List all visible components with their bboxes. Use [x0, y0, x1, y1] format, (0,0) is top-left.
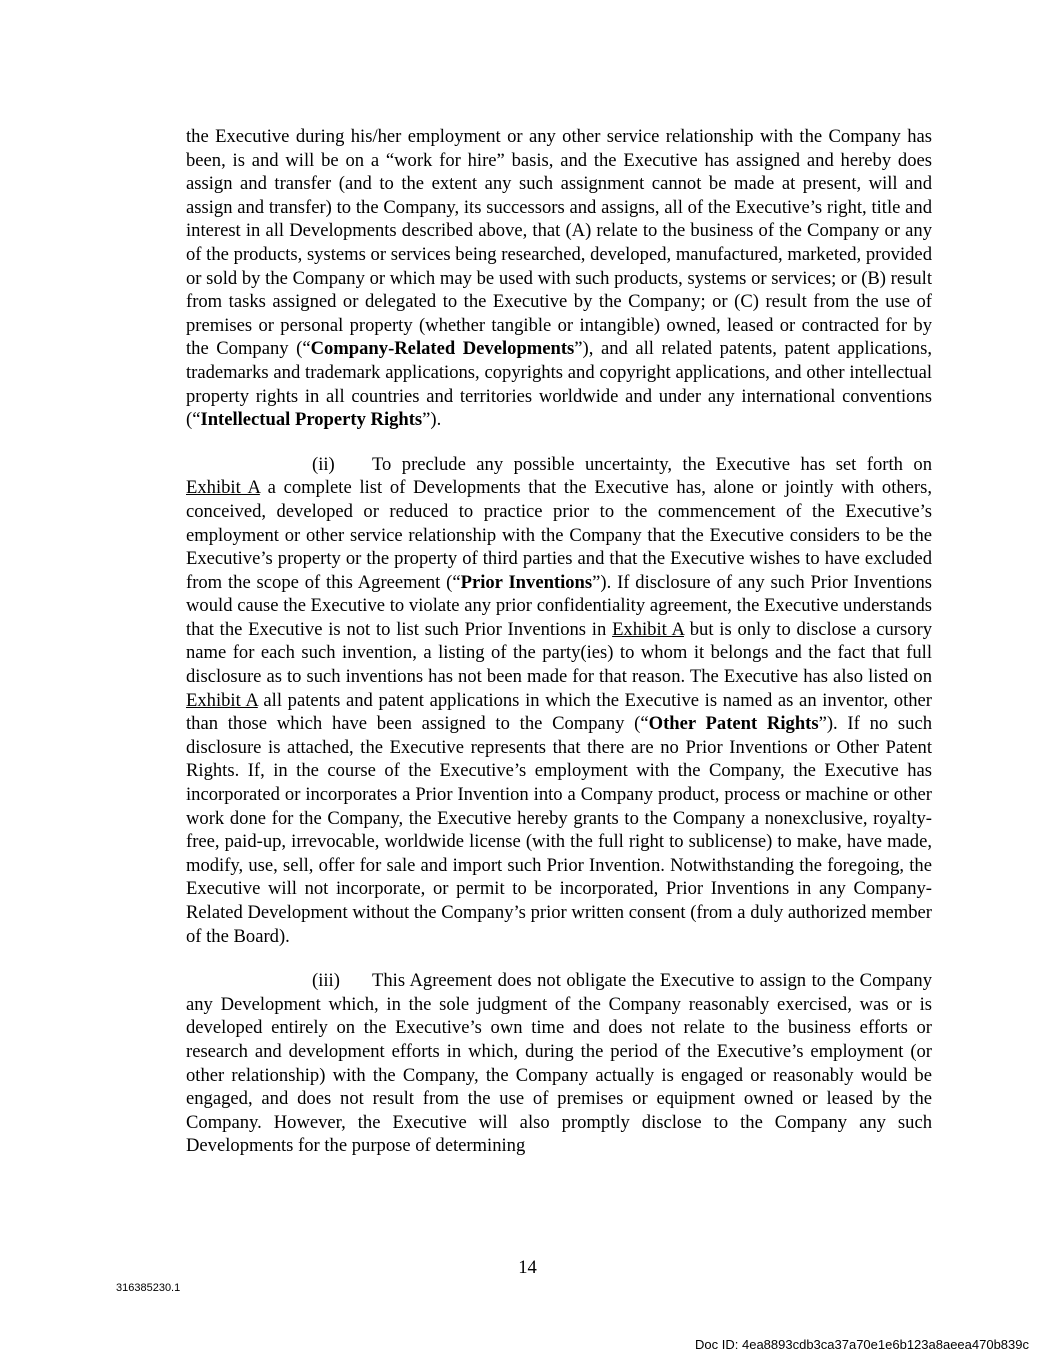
defined-term-other-patent-rights: Other Patent Rights — [648, 713, 819, 735]
page-number: 14 — [518, 1257, 537, 1278]
defined-term-intellectual-property-rights: Intellectual Property Rights — [200, 409, 423, 431]
document-reference-number: 316385230.1 — [116, 1282, 181, 1294]
document-id: Doc ID: 4ea8893cdb3ca37a70e1e6b123a8aeea470b839c — [695, 1337, 1029, 1352]
paragraph-text: ”). If disclosure of any such Prior Inventions would cause the Executive to violate any prior confidentiality agreement, the Executive understands that the Executive is not to list such Prior Inventions in — [186, 571, 932, 640]
exhibit-reference: Exhibit A — [186, 689, 258, 711]
paragraph-text: the Executive during his/her employment or any other service relationship with the Company has been, is and will be on a “work for hire” basis, and the Executive has assigned and hereby does assign and transfer (and to the extent any such assignment cannot be made at present, will and assign and transfer) to the Company, its successors and assigns, all of the Executive’s right, title and interest in all Developments described above, that (A) relate to the business of the Company or any of the products, systems or services being researched, developed, manufactured, marketed, provided or sold by the Company or which may be used with such products, systems or services; or (B) result from tasks assigned or delegated to the Executive by the Company; or (C) result from the use of premises or personal property (whether tangible or intangible) owned, leased or contracted for by the Company (“ — [186, 126, 932, 360]
paragraph-prior-inventions — [186, 453, 932, 948]
document-body — [186, 125, 932, 1158]
paragraph-text: a complete list of Developments that the Executive has, alone or jointly with others, conceived, developed or reduced to practice prior to the commencement of the Executive’s employment or other service relationship with the Company that the Executive considers to be the Executive’s property or the property of third parties and that the Executive wishes to have excluded from the scope of this Agreement (“ — [186, 477, 932, 593]
clause-number: (ii) — [312, 453, 335, 475]
clause-number: (iii) — [312, 970, 340, 992]
defined-term-prior-inventions: Prior Inventions — [460, 571, 593, 593]
paragraph-work-for-hire — [186, 125, 932, 432]
paragraph-text: ”). If no such disclosure is attached, the Executive represents that there are no Prior Inventions or Other Patent Rights. If, in the course of the Executive’s employment with the Company, the Executive has incorporated or incorporates a Prior Invention into a Company product, process or machine or other work done for the Company, the Executive hereby grants to the Company a nonexclusive, royalty-free, paid-up, irrevocable, worldwide license (with the full right to sublicense) to make, have made, modify, use, sell, offer for sale and import such Prior Invention. Notwithstanding the foregoing, the Executive will not incorporate, or permit to be incorporated, Prior Inventions in any Company-Related Development without the Company’s prior written consent (from a duly authorized member of the Board). — [186, 713, 932, 947]
paragraph-text: but is only to disclose a cursory name for each such invention, a listing of the party(ies) to whom it belongs and the fact that full disclosure as to such inventions has not been made for that reason. The Executive has also listed on — [186, 618, 932, 688]
paragraph-text: ”). — [422, 409, 442, 431]
exhibit-reference: Exhibit A — [186, 477, 260, 499]
paragraph-text: ”), and all related patents, patent applications, trademarks and trademark applications, copyrights and copyright applications, and other intellectual property rights in all countries and territories worldwide and under any international conventions (“ — [186, 338, 932, 431]
paragraph-text: To preclude any possible uncertainty, the Executive has set forth on — [372, 453, 932, 475]
exhibit-reference: Exhibit A — [612, 618, 684, 640]
paragraph-excluded-developments — [186, 969, 932, 1158]
defined-term-company-related-developments: Company-Related Developments — [310, 338, 575, 360]
paragraph-text: all patents and patent applications in which the Executive is named as an inventor, other than those which have been assigned to the Company (“ — [186, 689, 932, 735]
paragraph-text: This Agreement does not obligate the Executive to assign to the Company any Development which, in the sole judgment of the Company reasonably exercised, was or is developed entirely on the Executive’s own time and does not relate to the business efforts or research and development efforts in which, during the period of the Executive’s employment (or other relationship) with the Company, the Company actually is engaged or reasonably would be engaged, and does not result from the use of premises or equipment owned or leased by the Company. However, the Executive will also promptly disclose to the Company any such Developments for the purpose of determining — [186, 970, 932, 1157]
